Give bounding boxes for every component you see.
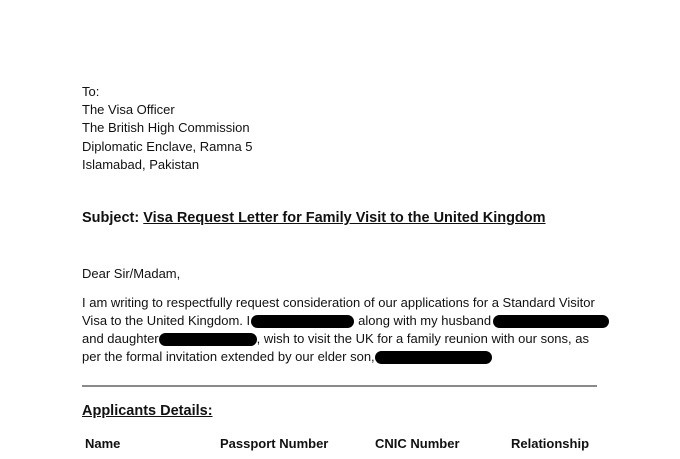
subject-line (82, 210, 546, 226)
address-to: To: (82, 84, 100, 99)
address-line-3: Diplomatic Enclave, Ramna 5 (82, 138, 253, 154)
body-line-3 (82, 331, 589, 346)
address-line-4: Islamabad, Pakistan (82, 156, 200, 172)
column-header-cnic: CNIC Number (375, 436, 460, 451)
subject-label: Subject: (82, 210, 140, 226)
body-line-2 (82, 313, 609, 328)
body-line-4 (82, 349, 492, 364)
redaction-bar (493, 315, 609, 328)
body-text: per the formal invitation extended by our elder son, (82, 349, 375, 364)
recipient-address (82, 83, 253, 174)
column-header-name: Name (85, 436, 121, 451)
applicants-title: Applicants Details: (82, 403, 213, 419)
body-text: I am writing to respectfully request consideration of our applications for a Standard Visitor (82, 295, 595, 310)
redaction-bar (251, 315, 354, 328)
body-text: and daughter (82, 331, 159, 346)
body-text: , wish to visit the UK for a family reunion with our sons, as (256, 331, 589, 346)
body-text: along with my husband (358, 313, 492, 328)
redaction-bar (159, 333, 257, 346)
body-text: Visa to the United Kingdom. I (82, 313, 251, 328)
greeting: Dear Sir/Madam, (82, 266, 181, 281)
subject-text: Visa Request Letter for Family Visit to the United Kingdom (143, 210, 546, 226)
column-header-passport: Passport Number (220, 436, 329, 451)
body-line-1 (82, 295, 595, 310)
section-divider (82, 385, 597, 387)
column-header-relationship: Relationship (511, 436, 590, 451)
address-line-2: The British High Commission (82, 120, 250, 136)
redaction-bar (375, 351, 492, 364)
address-line-1: The Visa Officer (82, 102, 175, 118)
